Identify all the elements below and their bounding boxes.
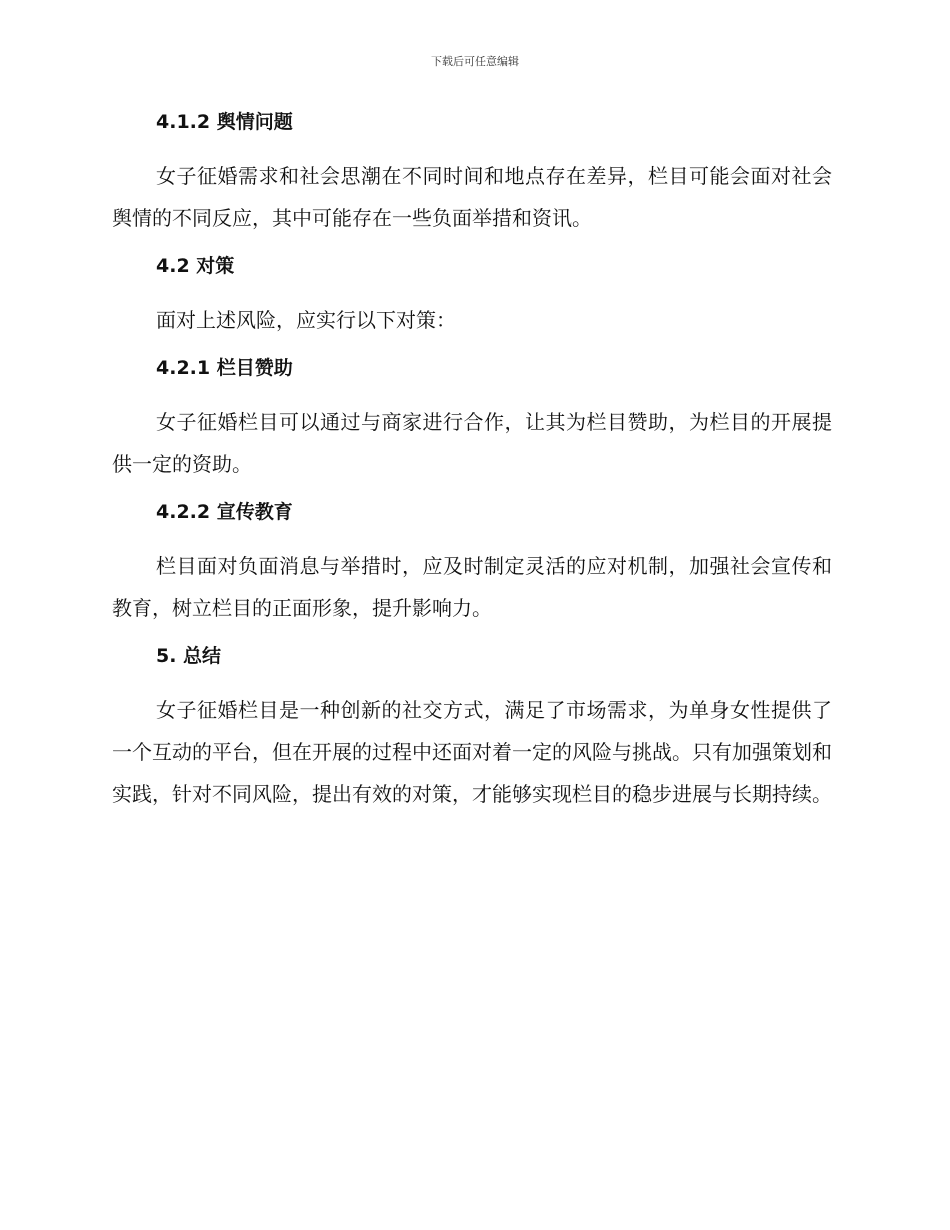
section-heading-4-2-2: 4.2.2 宣传教育 (156, 501, 293, 523)
section-heading-4-2: 4.2 对策 (156, 255, 235, 277)
section-paragraph-4-2: 面对上述风险，应实行以下对策： (156, 308, 456, 332)
section-paragraph-4-1-2: 女子征婚需求和社会思潮在不同时间和地点存在差异，栏目可能会面对社会舆情的不同反应，其中可能存在一些负面举措和资讯。 (112, 164, 832, 230)
section-heading-4-1-2: 4.1.2 舆情问题 (156, 111, 293, 133)
section-paragraph-4-2-1: 女子征婚栏目可以通过与商家进行合作，让其为栏目赞助，为栏目的开展提供一定的资助。 (112, 410, 832, 476)
section-paragraph-4-2-2: 栏目面对负面消息与举措时，应及时制定灵活的应对机制，加强社会宣传和教育，树立栏目的正面形象，提升影响力。 (112, 554, 832, 620)
document-body (112, 108, 832, 815)
page-header: 下载后可任意编辑 (431, 55, 519, 68)
section-paragraph-5: 女子征婚栏目是一种创新的社交方式，满足了市场需求，为单身女性提供了一个互动的平台，但在开展的过程中还面对着一定的风险与挑战。只有加强策划和实践，针对不同风险，提出有效的对策，才能够实现栏目的稳步进展与长期持续。 (112, 698, 832, 806)
section-heading-4-2-1: 4.2.1 栏目赞助 (156, 357, 293, 379)
section-heading-5: 5. 总结 (156, 645, 222, 667)
